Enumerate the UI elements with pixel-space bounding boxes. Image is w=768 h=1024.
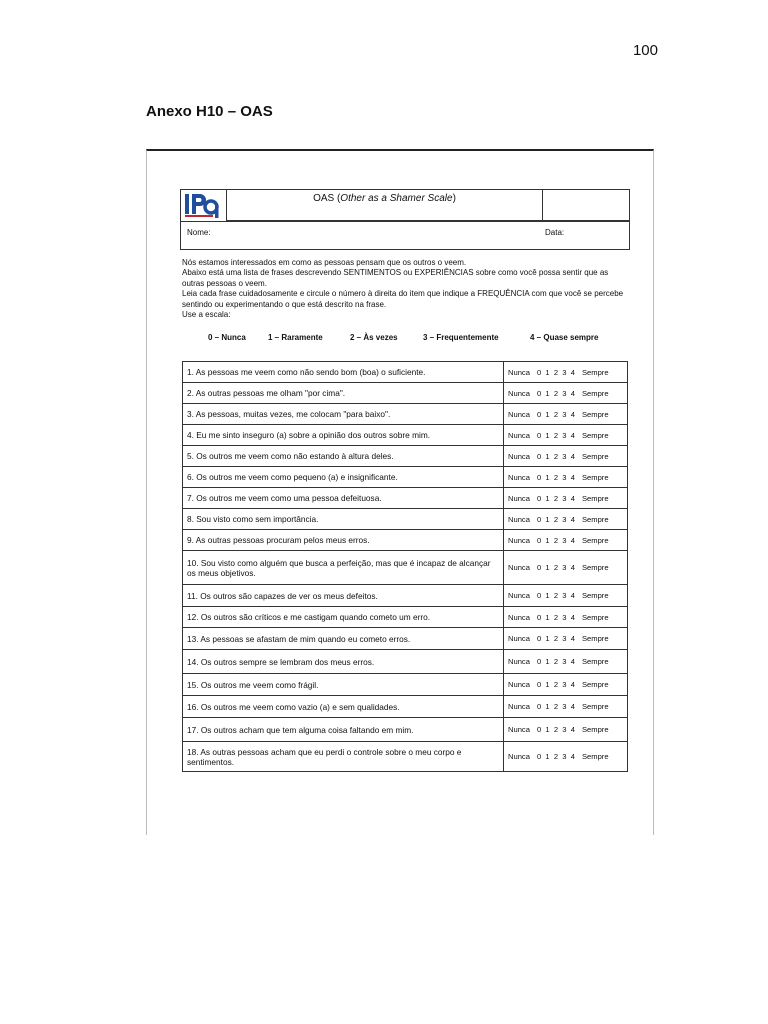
item-statement: 5. Os outros me veem como não estando à altura deles. [183, 446, 504, 467]
frequency-scale[interactable] [504, 585, 628, 607]
item-statement: 12. Os outros são críticos e me castigam quando cometo um erro. [183, 607, 504, 628]
never-label: Nunca [508, 367, 530, 377]
item-statement: 15. Os outros me veem como frágil. [183, 674, 504, 696]
frequency-scale[interactable] [504, 488, 628, 509]
item-statement: 3. As pessoas, muitas vezes, me colocam "para baixo". [183, 404, 504, 425]
items-table [182, 361, 628, 772]
item-statement: 8. Sou visto como sem importância. [183, 509, 504, 530]
item-statement: 17. Os outros acham que tem alguma coisa faltando em mim. [183, 718, 504, 742]
data-field[interactable]: Data: [545, 228, 565, 237]
never-label: Nunca [508, 634, 530, 643]
always-label: Sempre [581, 612, 609, 622]
scale-item: 2 – Às vezes [350, 333, 398, 342]
frequency-scale[interactable] [504, 530, 628, 551]
always-label: Sempre [581, 367, 609, 377]
item-statement: 16. Os outros me veem como vazio (a) e sem qualidades. [183, 696, 504, 718]
never-label: Nunca [508, 657, 530, 666]
always-label: Sempre [581, 752, 609, 761]
table-row [183, 383, 628, 404]
always-label: Sempre [581, 451, 609, 461]
item-statement: 9. As outras pessoas procuram pelos meus erros. [183, 530, 504, 551]
always-label: Sempre [581, 702, 609, 711]
item-statement: 18. As outras pessoas acham que eu perdi o controle sobre o meu corpo e sentimentos. [183, 742, 504, 772]
table-row [183, 674, 628, 696]
frequency-options[interactable]: 0 1 2 3 4 [536, 367, 575, 377]
always-label: Sempre [581, 535, 609, 545]
item-statement: 4. Eu me sinto inseguro (a) sobre a opinião dos outros sobre mim. [183, 425, 504, 446]
never-label: Nunca [508, 563, 530, 572]
frequency-scale[interactable] [504, 425, 628, 446]
frequency-options[interactable]: 0 1 2 3 4 [536, 702, 575, 711]
frequency-scale[interactable] [504, 742, 628, 772]
table-row [183, 585, 628, 607]
scale-item: 0 – Nunca [208, 333, 246, 342]
frequency-options[interactable]: 0 1 2 3 4 [536, 430, 575, 440]
never-label: Nunca [508, 752, 530, 761]
frequency-options[interactable]: 0 1 2 3 4 [536, 634, 575, 643]
item-statement: 7. Os outros me veem como uma pessoa defeituosa. [183, 488, 504, 509]
always-label: Sempre [581, 563, 609, 572]
frequency-scale[interactable] [504, 674, 628, 696]
table-row [183, 488, 628, 509]
form-title: OAS (Other as a Shamer Scale) [227, 190, 543, 221]
frequency-scale[interactable] [504, 628, 628, 650]
frequency-options[interactable]: 0 1 2 3 4 [536, 680, 575, 689]
never-label: Nunca [508, 430, 530, 440]
never-label: Nunca [508, 612, 530, 622]
table-row [183, 718, 628, 742]
instruction-line: Use a escala: [182, 310, 231, 320]
scale-item: 1 – Raramente [268, 333, 323, 342]
never-label: Nunca [508, 591, 530, 600]
item-statement: 11. Os outros são capazes de ver os meus defeitos. [183, 585, 504, 607]
frequency-scale[interactable] [504, 650, 628, 674]
scale-item: 4 – Quase sempre [530, 333, 599, 342]
frequency-options[interactable]: 0 1 2 3 4 [536, 514, 575, 524]
frequency-options[interactable]: 0 1 2 3 4 [536, 752, 575, 761]
table-row [183, 607, 628, 628]
frequency-options[interactable]: 0 1 2 3 4 [536, 388, 575, 398]
table-row [183, 628, 628, 650]
always-label: Sempre [581, 409, 609, 419]
table-row [183, 467, 628, 488]
table-row [183, 404, 628, 425]
always-label: Sempre [581, 657, 609, 666]
frequency-options[interactable]: 0 1 2 3 4 [536, 472, 575, 482]
table-row [183, 696, 628, 718]
never-label: Nunca [508, 472, 530, 482]
ipq-logo [181, 190, 227, 221]
frequency-options[interactable]: 0 1 2 3 4 [536, 725, 575, 734]
never-label: Nunca [508, 680, 530, 689]
header-empty-cell [543, 190, 629, 221]
never-label: Nunca [508, 535, 530, 545]
table-row [183, 425, 628, 446]
always-label: Sempre [581, 430, 609, 440]
frequency-options[interactable]: 0 1 2 3 4 [536, 563, 575, 572]
never-label: Nunca [508, 451, 530, 461]
never-label: Nunca [508, 514, 530, 524]
item-statement: 6. Os outros me veem como pequeno (a) e insignificante. [183, 467, 504, 488]
instruction-line: Nós estamos interessados em como as pessoas pensam que os outros o veem. [182, 258, 467, 267]
form-header [180, 189, 630, 250]
table-row [183, 742, 628, 772]
always-label: Sempre [581, 680, 609, 689]
frequency-scale[interactable] [504, 551, 628, 585]
table-row [183, 446, 628, 467]
table-row [183, 362, 628, 383]
item-statement: 1. As pessoas me veem como não sendo bom (boa) o suficiente. [183, 362, 504, 383]
instruction-line: Leia cada frase cuidadosamente e circule o número à direita do item que indique a FREQUÊNCIA com que você se percebe sentindo ou experimentando o que está descrito na frase. [182, 289, 624, 309]
item-statement: 2. As outras pessoas me olham "por cima". [183, 383, 504, 404]
nome-field[interactable]: Nome: [187, 228, 211, 237]
always-label: Sempre [581, 388, 609, 398]
frequency-options[interactable]: 0 1 2 3 4 [536, 535, 575, 545]
always-label: Sempre [581, 725, 609, 734]
never-label: Nunca [508, 702, 530, 711]
never-label: Nunca [508, 388, 530, 398]
instruction-line: Abaixo está uma lista de frases descrevendo SENTIMENTOS ou EXPERIÊNCIAS sobre como você possa sentir que as outras pessoas o veem. [182, 268, 609, 288]
always-label: Sempre [581, 591, 609, 600]
frequency-scale[interactable] [504, 446, 628, 467]
frequency-options[interactable]: 0 1 2 3 4 [536, 409, 575, 419]
table-row [183, 551, 628, 585]
frequency-scale[interactable] [504, 509, 628, 530]
frequency-scale[interactable] [504, 404, 628, 425]
always-label: Sempre [581, 634, 609, 643]
item-statement: 10. Sou visto como alguém que busca a perfeição, mas que é incapaz de alcançar os meus objetivos. [183, 551, 504, 585]
never-label: Nunca [508, 493, 530, 503]
always-label: Sempre [581, 472, 609, 482]
frequency-options[interactable]: 0 1 2 3 4 [536, 451, 575, 461]
annex-title: Anexo H10 – OAS [146, 103, 273, 120]
page-number: 100 [632, 42, 658, 59]
scale-item: 3 – Frequentemente [423, 333, 499, 342]
frequency-scale[interactable] [504, 362, 628, 383]
table-row [183, 509, 628, 530]
frequency-scale[interactable] [504, 383, 628, 404]
table-row [183, 650, 628, 674]
frequency-scale[interactable] [504, 467, 628, 488]
table-row [183, 530, 628, 551]
frequency-options[interactable]: 0 1 2 3 4 [536, 493, 575, 503]
item-statement: 14. Os outros sempre se lembram dos meus erros. [183, 650, 504, 674]
frequency-scale[interactable] [504, 718, 628, 742]
always-label: Sempre [581, 514, 609, 524]
never-label: Nunca [508, 725, 530, 734]
always-label: Sempre [581, 493, 609, 503]
instructions [182, 258, 632, 320]
never-label: Nunca [508, 409, 530, 419]
frequency-scale[interactable] [504, 607, 628, 628]
item-statement: 13. As pessoas se afastam de mim quando eu cometo erros. [183, 628, 504, 650]
frequency-options[interactable]: 0 1 2 3 4 [536, 612, 575, 622]
frequency-options[interactable]: 0 1 2 3 4 [536, 657, 575, 666]
frequency-scale[interactable] [504, 696, 628, 718]
frequency-options[interactable]: 0 1 2 3 4 [536, 591, 575, 600]
